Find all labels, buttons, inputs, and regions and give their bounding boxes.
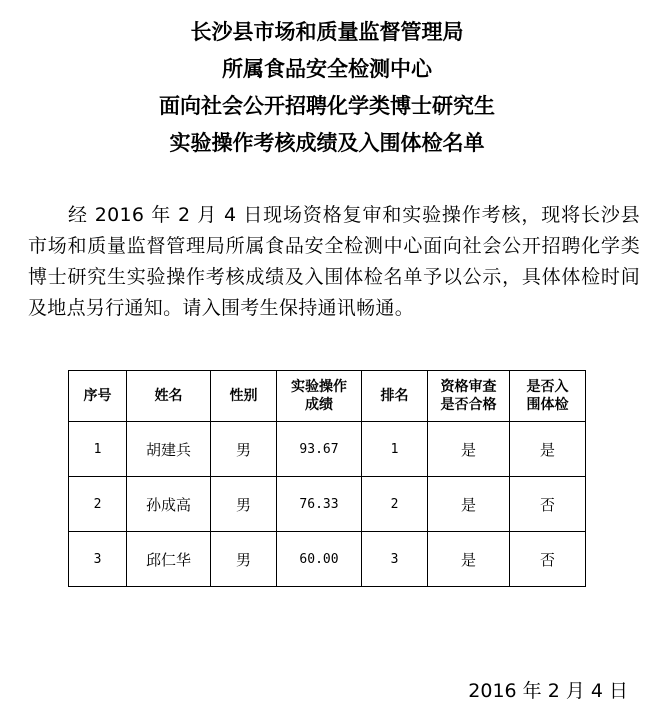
cell-name: 孙成高 (127, 477, 211, 532)
header-shortlisted-line1: 是否入 (526, 379, 569, 395)
cell-qualified: 是 (428, 532, 510, 587)
header-qualified-line2: 是否合格 (440, 397, 497, 413)
cell-shortlisted: 否 (510, 532, 586, 587)
cell-index: 1 (69, 422, 127, 477)
cell-shortlisted: 是 (510, 422, 586, 477)
title-line-4: 实验操作考核成绩及入围体检名单 (169, 131, 485, 155)
publish-date: 2016 年 2 月 4 日 (468, 680, 628, 702)
header-score (277, 371, 362, 422)
announcement-paragraph: 经 2016 年 2 月 4 日现场资格复审和实验操作考核，现将长沙县市场和质量监督管理局所属食品安全检测中心面向社会公开招聘化学类博士研究生实验操作考核成绩及入围体检名单予以公示，具体体检时间及地点另行通知。请入围考生保持通讯畅通。 (28, 204, 640, 319)
header-name: 姓名 (127, 371, 211, 422)
header-score-line2: 成绩 (305, 397, 333, 413)
cell-qualified: 是 (428, 477, 510, 532)
header-shortlisted-line2: 围体检 (526, 397, 569, 413)
cell-name: 邱仁华 (127, 532, 211, 587)
title-line-3: 面向社会公开招聘化学类博士研究生 (159, 94, 495, 118)
cell-gender: 男 (211, 477, 277, 532)
cell-score: 60.00 (277, 532, 362, 587)
header-qualified-line1: 资格审查 (440, 379, 497, 395)
cell-index: 3 (69, 532, 127, 587)
cell-gender: 男 (211, 422, 277, 477)
header-shortlisted (510, 371, 586, 422)
document-title (0, 14, 654, 162)
results-table (68, 370, 586, 587)
header-score-line1: 实验操作 (291, 379, 347, 395)
table-row (69, 532, 586, 587)
table-header-row (69, 371, 586, 422)
cell-rank: 2 (362, 477, 428, 532)
cell-score: 93.67 (277, 422, 362, 477)
table-row (69, 422, 586, 477)
title-line-2: 所属食品安全检测中心 (222, 57, 432, 81)
header-qualified (428, 371, 510, 422)
cell-shortlisted: 否 (510, 477, 586, 532)
cell-score: 76.33 (277, 477, 362, 532)
cell-qualified: 是 (428, 422, 510, 477)
cell-gender: 男 (211, 532, 277, 587)
cell-rank: 3 (362, 532, 428, 587)
header-gender: 性别 (211, 371, 277, 422)
table-row (69, 477, 586, 532)
cell-index: 2 (69, 477, 127, 532)
cell-rank: 1 (362, 422, 428, 477)
title-line-1: 长沙县市场和质量监督管理局 (190, 20, 464, 44)
header-rank: 排名 (362, 371, 428, 422)
header-index: 序号 (69, 371, 127, 422)
cell-name: 胡建兵 (127, 422, 211, 477)
